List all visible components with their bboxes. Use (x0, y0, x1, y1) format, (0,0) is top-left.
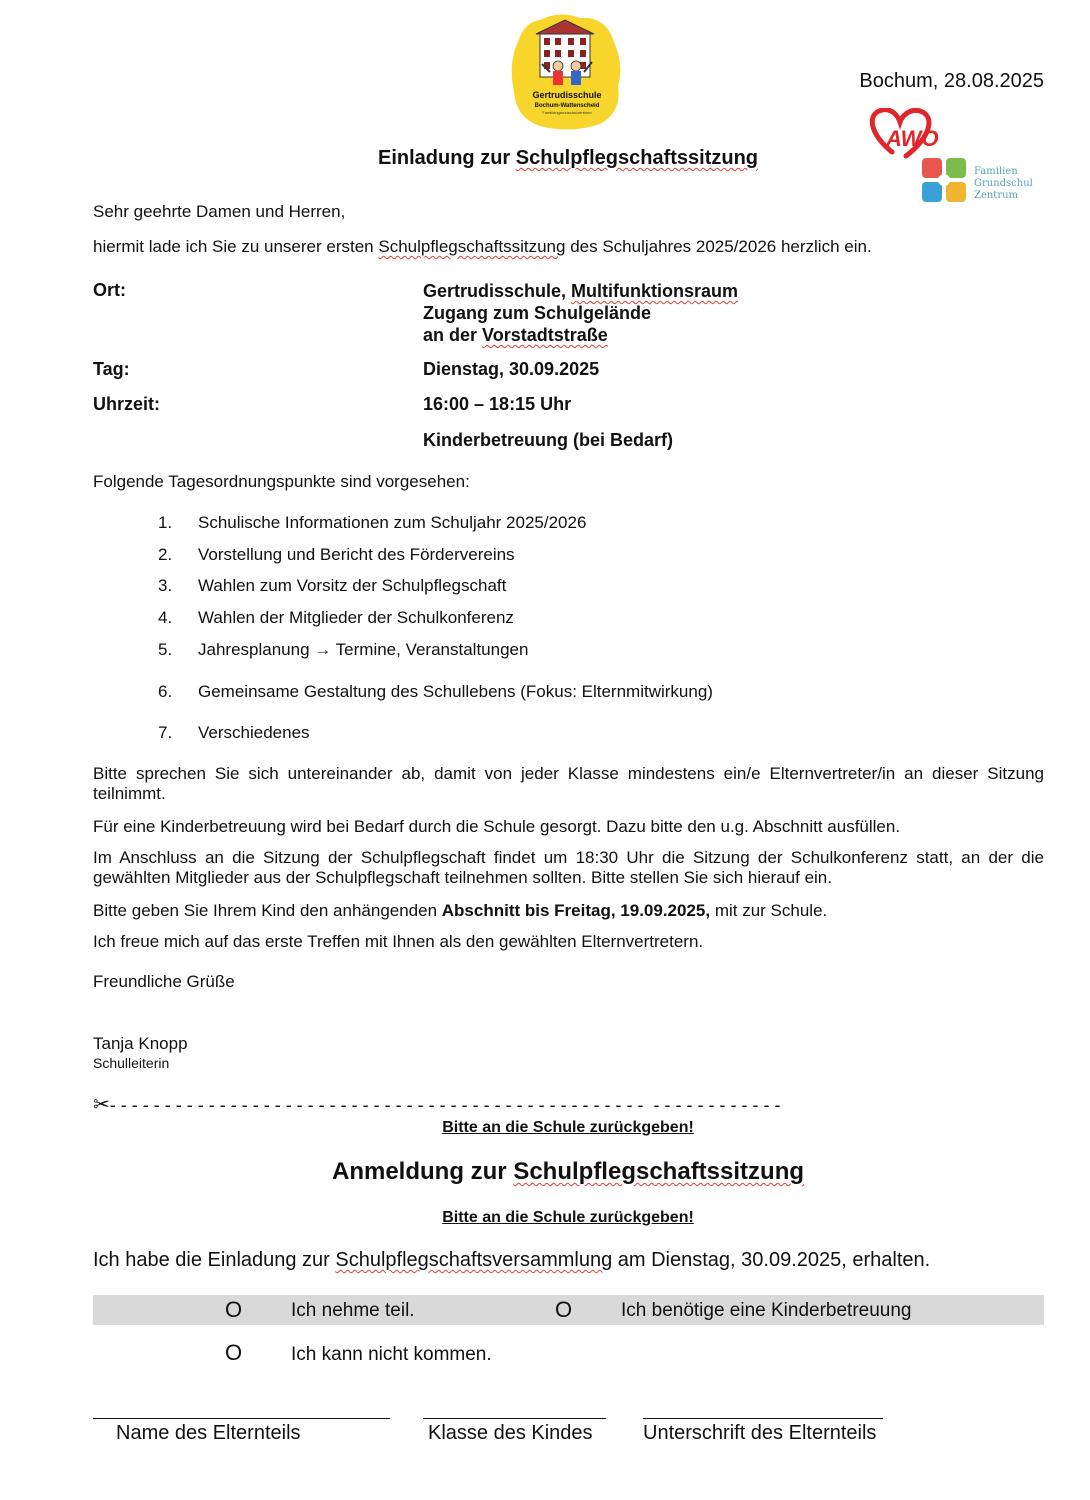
paragraph-return (93, 901, 1044, 921)
ort-label: Ort: (93, 280, 126, 300)
agenda-number: 4. (158, 608, 173, 627)
agenda-intro: Folgende Tagesordnungspunkte sind vorgesehen: (93, 472, 470, 491)
return-deadline: Abschnitt bis Freitag, 19.09.2025, (441, 901, 711, 920)
option-absent-label: Ich kann nicht kommen. (291, 1344, 492, 1365)
option-absent-checkbox[interactable]: O (225, 1340, 243, 1365)
statement-word: Schulpflegschaftsversammlung (335, 1249, 613, 1271)
intro-before: hiermit lade ich Sie zu unserer ersten (93, 237, 379, 256)
name-label: Name des Elternteils (116, 1422, 301, 1444)
class-label: Klasse des Kindes (428, 1422, 593, 1444)
agenda-item: Verschiedenes (198, 723, 310, 742)
form-statement (93, 1249, 930, 1272)
school-logo-text-3: Familiengrundschulzentrum (542, 110, 592, 115)
name-line[interactable] (93, 1418, 390, 1419)
paragraph-closing: Ich freue mich auf das erste Treffen mit Ihnen als den gewählten Elternvertretern. (93, 932, 704, 951)
paragraph-schulkonferenz: Im Anschluss an die Sitzung der Schulpflegschaft findet um 18:30 Uhr die Sitzung der Schulkonferenz statt, an der die gewählten Mitglieder aus der Schulpflegschaft teilnehmen sollten. Bitte stellen Sie sich hierauf ein. (93, 848, 1044, 887)
return-note-form: Bitte an die Schule zurückgeben! (442, 1209, 694, 1226)
intro-word: Schulpflegschaftssitzung (378, 237, 566, 256)
agenda-number: 6. (158, 682, 173, 701)
page-title-prefix: Einladung zur (377, 147, 516, 169)
signer-name: Tanja Knopp (93, 1034, 188, 1053)
agenda-item: Jahresplanung → Termine, Veranstaltungen (198, 640, 529, 659)
agenda-number: 5. (158, 640, 173, 659)
class-line[interactable] (423, 1418, 606, 1419)
return-before: Bitte geben Sie Ihrem Kind den anhängenden (93, 901, 442, 920)
kinderbetreuung-note: Kinderbetreuung (bei Bedarf) (423, 430, 674, 450)
signer-role: Schulleiterin (93, 1055, 170, 1071)
cut-dashes: - - - - - - - - - - - - - - - - - - - - - - - - - - - - - - - - - - - - - - - - - - - - - - - - - - - - - - - - - - - - - (109, 1095, 781, 1115)
ort-value (423, 280, 738, 346)
ort-line-3 (423, 324, 738, 346)
intro-after: des Schuljahres 2025/2026 herzlich ein. (565, 237, 872, 256)
page-title-word: Schulpflegschaftssitzung (515, 147, 759, 169)
school-logo (510, 12, 624, 132)
form-title-prefix: Anmeldung zur (331, 1158, 514, 1185)
uhrzeit-value: 16:00 – 18:15 Uhr (423, 394, 572, 414)
school-logo-text-2: Bochum-Wattenscheid (534, 103, 600, 109)
paragraph-childcare: Für eine Kinderbetreuung wird bei Bedarf durch die Schule gesorgt. Dazu bitte den u.g. Abschnitt ausfüllen. (93, 817, 901, 836)
option-childcare-label: Ich benötige eine Kinderbetreuung (621, 1300, 912, 1321)
fgz-text-1: Familien (974, 166, 1018, 177)
tag-label: Tag: (93, 359, 130, 379)
option-attend-checkbox[interactable]: O (225, 1297, 243, 1322)
scissors-icon: ✂ (93, 1094, 110, 1116)
return-note-top: Bitte an die Schule zurückgeben! (442, 1119, 694, 1136)
agenda-item: Schulische Informationen zum Schuljahr 2025/2026 (198, 513, 587, 532)
statement-before: Ich habe die Einladung zur (93, 1249, 336, 1271)
signature-label: Unterschrift des Elternteils (643, 1422, 877, 1444)
agenda-item: Vorstellung und Bericht des Fördervereins (198, 545, 515, 564)
form-title (0, 1158, 1090, 1186)
letter-date: Bochum, 28.08.2025 (859, 70, 1044, 92)
closing-greeting: Freundliche Grüße (93, 972, 235, 991)
agenda-number: 2. (158, 545, 173, 564)
return-after: mit zur Schule. (710, 901, 828, 920)
salutation: Sehr geehrte Damen und Herren, (93, 202, 346, 221)
ort-line-2: Zugang zum Schulgelände (423, 303, 652, 323)
agenda-number: 3. (158, 576, 173, 595)
option-attend-label: Ich nehme teil. (291, 1300, 415, 1321)
uhrzeit-label: Uhrzeit: (93, 394, 160, 414)
tag-value: Dienstag, 30.09.2025 (423, 359, 600, 379)
form-title-word: Schulpflegschaftssitzung (513, 1158, 805, 1185)
ort-line-1 (423, 280, 738, 302)
fgz-text-2: Grundschul (974, 178, 1033, 189)
cut-line (93, 1093, 780, 1117)
agenda-item: Wahlen der Mitglieder der Schulkonferenz (198, 608, 514, 627)
ort-line-3a: an der (423, 325, 483, 345)
agenda-number: 1. (158, 513, 173, 532)
agenda-item: Wahlen zum Vorsitz der Schulpflegschaft (198, 576, 507, 595)
intro-text (93, 237, 872, 257)
school-logo-text-1: Gertrudisschule (532, 90, 602, 100)
ort-line-1b: Multifunktionsraum (571, 281, 739, 301)
ort-line-3b: Vorstadtstraße (482, 325, 608, 345)
paragraph-attendance: Bitte sprechen Sie sich untereinander ab, damit von jeder Klasse mindestens ein/e Elternvertreter/in an dieser Sitzung teilnimmt. (93, 764, 1044, 803)
fgz-text-3: Zentrum (974, 190, 1019, 201)
signature-line[interactable] (643, 1418, 883, 1419)
page-title (0, 147, 1090, 170)
awo-text: AWO (886, 126, 939, 151)
agenda-item: Gemeinsame Gestaltung des Schullebens (Fokus: Elternmitwirkung) (198, 682, 713, 701)
option-childcare-checkbox[interactable]: O (555, 1297, 573, 1322)
agenda-number: 7. (158, 723, 173, 742)
ort-line-1a: Gertrudisschule, (423, 281, 572, 301)
statement-after: am Dienstag, 30.09.2025, erhalten. (612, 1249, 931, 1271)
